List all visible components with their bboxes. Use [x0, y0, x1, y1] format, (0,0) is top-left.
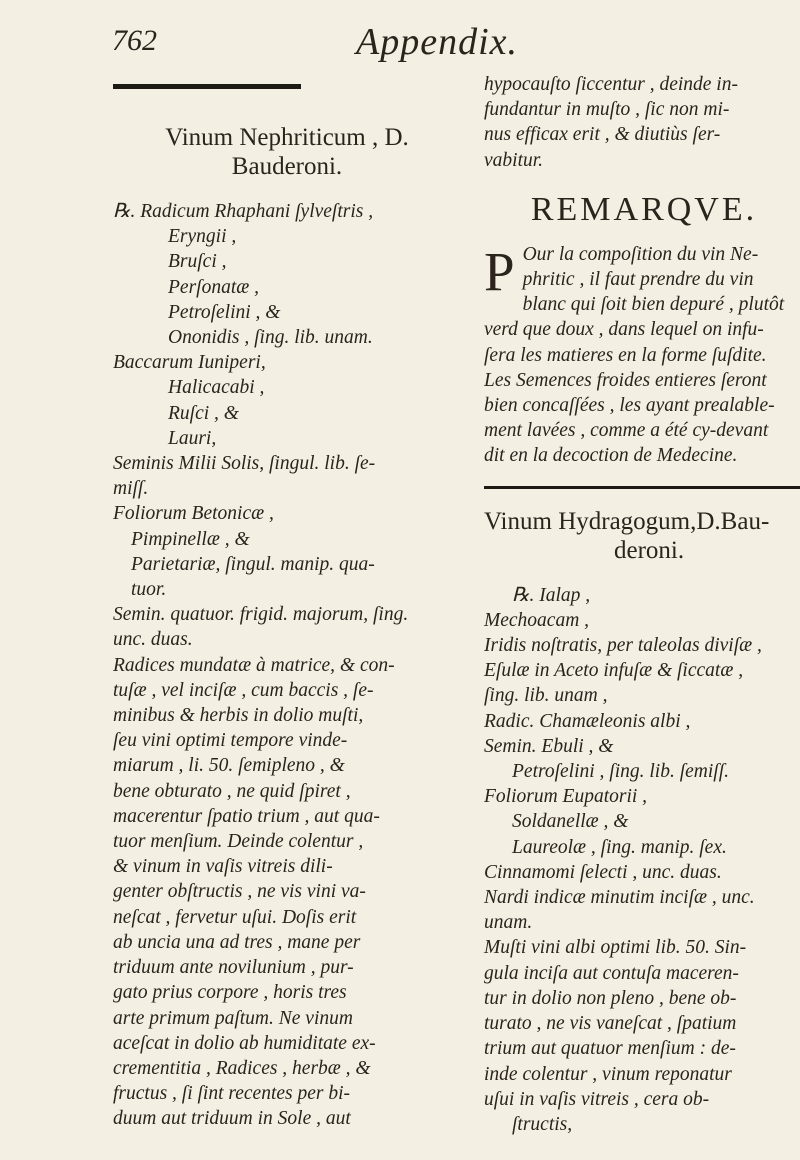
text-line: ℞. Radicum Rhaphani ſylveſtris ,: [113, 201, 374, 222]
text-line: tur in dolio non pleno , bene ob-: [484, 987, 737, 1009]
text-line: turato , ne vis vaneſcat , ſpatium: [484, 1013, 737, 1035]
second-recipe-title: Vinum Hydragogum,D.Bau- deroni.: [484, 507, 770, 564]
text-line: gula inciſa aut contuſa maceren-: [484, 962, 739, 984]
text-line: verd que doux , dans lequel on infu-: [484, 319, 764, 341]
text-line: bien concaſſées , les ayant prealable-: [484, 395, 775, 417]
text-line: Les Semences froides entieres ſeront: [484, 369, 767, 391]
text-line: Foliorum Eupatorii ,: [484, 786, 648, 808]
text-line: Pimpinellæ , &: [131, 528, 250, 550]
text-line: Radices mundatæ à matrice, & con-: [113, 654, 395, 676]
text-line: ℞. Ialap ,: [512, 584, 591, 606]
page-header: [0, 10, 800, 70]
text-line: Bruſci ,: [168, 251, 227, 273]
page-number: 762: [112, 24, 157, 57]
text-line: Nardi indicæ minutim inciſæ , unc.: [484, 887, 755, 909]
text-line: Halicacabi ,: [168, 377, 265, 399]
text-line: tuſæ , vel inciſæ , cum baccis , ſe-: [113, 679, 374, 701]
recipe-body: [113, 199, 461, 1132]
remarque-heading: REMARQVE.: [530, 190, 758, 228]
running-title: Appendix.: [356, 21, 519, 63]
text-line: ſeu vini optimi tempore vinde-: [113, 730, 348, 752]
text-line: Cinnamomi ſelecti , unc. duas.: [484, 861, 722, 883]
text-line: Our la compoſition du vin Ne-: [522, 243, 759, 265]
text-line: Petroſelini , ſing. lib. ſemiſſ.: [512, 761, 730, 783]
continued-text: [484, 72, 800, 173]
text-line: & vinum in vaſis vitreis dili-: [113, 856, 333, 878]
text-line: crementitia , Radices , herbæ , &: [113, 1057, 371, 1079]
text-line: ab uncia una ad tres , mane per: [113, 931, 361, 953]
top-rule: [113, 84, 301, 89]
text-line: fructus , ſi ſint recentes per bi-: [113, 1083, 351, 1105]
text-line: bene obturato , ne quid ſpiret ,: [113, 780, 351, 802]
text-line: ſtructis,: [512, 1113, 573, 1135]
text-line: Foliorum Betonicæ ,: [113, 503, 274, 525]
text-line: miarum , li. 50. ſemipleno , &: [113, 755, 345, 777]
text-line: vabitur.: [484, 149, 544, 171]
text-line: gato prius corpore , horis tres: [113, 982, 347, 1004]
text-line: hypocauſto ſiccentur , deinde in-: [484, 74, 738, 95]
remarque-paragraph: [484, 242, 800, 469]
recipe-title: Vinum Nephriticum , D. Bauderoni.: [165, 124, 409, 180]
text-line: Eſulæ in Aceto infuſæ & ſiccatæ ,: [484, 660, 744, 682]
text-line: neſcat , fervetur uſui. Doſis erit: [113, 906, 357, 928]
text-line: arte primum paſtum. Ne vinum: [113, 1007, 353, 1029]
text-line: Perſonatæ ,: [168, 276, 259, 298]
text-line: tuor.: [131, 579, 167, 601]
second-recipe-body: [484, 583, 800, 1137]
text-line: unam.: [484, 912, 533, 934]
text-line: phritic , il faut prendre du vin: [522, 269, 754, 291]
right-column: [484, 72, 800, 1137]
text-line: triduum ante novilunium , pur-: [113, 957, 354, 979]
text-line: tuor menſium. Deinde colentur ,: [113, 831, 364, 853]
text-line: ment lavées , comme a été cy-devant: [484, 420, 769, 442]
text-line: Parietariæ, ſingul. manip. qua-: [131, 553, 375, 575]
text-line: Petroſelini , &: [168, 301, 281, 323]
text-line: uſui in vaſis vitreis , cera ob-: [484, 1088, 710, 1110]
text-line: duum aut triduum in Sole , aut: [113, 1108, 351, 1130]
text-line: ſera les matieres en la forme ſuſdite.: [484, 344, 767, 366]
text-line: macerentur ſpatio trium , aut qua-: [113, 805, 380, 827]
text-line: Iridis noſtratis, per taleolas diviſæ ,: [484, 635, 762, 657]
text-line: Semin. quatuor. frigid. majorum, ſing.: [113, 604, 409, 626]
text-line: ſing. lib. unam ,: [484, 685, 608, 707]
left-column: [113, 72, 461, 1132]
text-line: nus efficax erit , & diutiùs ſer-: [484, 124, 721, 146]
text-line: Ruſci , &: [168, 402, 239, 424]
text-line: Semin. Ebuli , &: [484, 735, 614, 757]
text-line: Laureolæ , ſing. manip. ſex.: [512, 836, 727, 858]
text-line: miſſ.: [113, 478, 149, 500]
text-line: Lauri,: [168, 427, 217, 449]
text-line: Eryngii ,: [168, 226, 237, 248]
text-line: Ononidis , ſing. lib. unam.: [168, 327, 373, 349]
text-line: fundantur in muſto , ſic non mi-: [484, 99, 730, 121]
text-line: aceſcat in dolio ab humiditate ex-: [113, 1032, 376, 1054]
text-line: Baccarum Iuniperi,: [113, 352, 266, 374]
text-line: Mechoacam ,: [484, 609, 590, 631]
text-line: Radic. Chamæleonis albi ,: [484, 710, 691, 732]
text-line: inde colentur , vinum reponatur: [484, 1063, 732, 1085]
text-line: blanc qui ſoit bien depuré , plutôt: [522, 294, 785, 316]
text-line: minibus & herbis in dolio muſti,: [113, 705, 364, 727]
text-line: Seminis Milii Solis, ſingul. lib. ſe-: [113, 453, 376, 475]
section-rule: [484, 486, 800, 489]
text-line: genter obſtructis , ne vis vini va-: [113, 881, 366, 903]
text-line: trium aut quatuor menſium : de-: [484, 1038, 736, 1060]
drop-cap: P: [484, 240, 515, 302]
text-line: unc. duas.: [113, 629, 193, 651]
text-line: dit en la decoction de Medecine.: [484, 445, 738, 467]
text-line: Muſti vini albi optimi lib. 50. Sin-: [484, 937, 747, 959]
text-line: Soldanellæ , &: [512, 811, 629, 833]
